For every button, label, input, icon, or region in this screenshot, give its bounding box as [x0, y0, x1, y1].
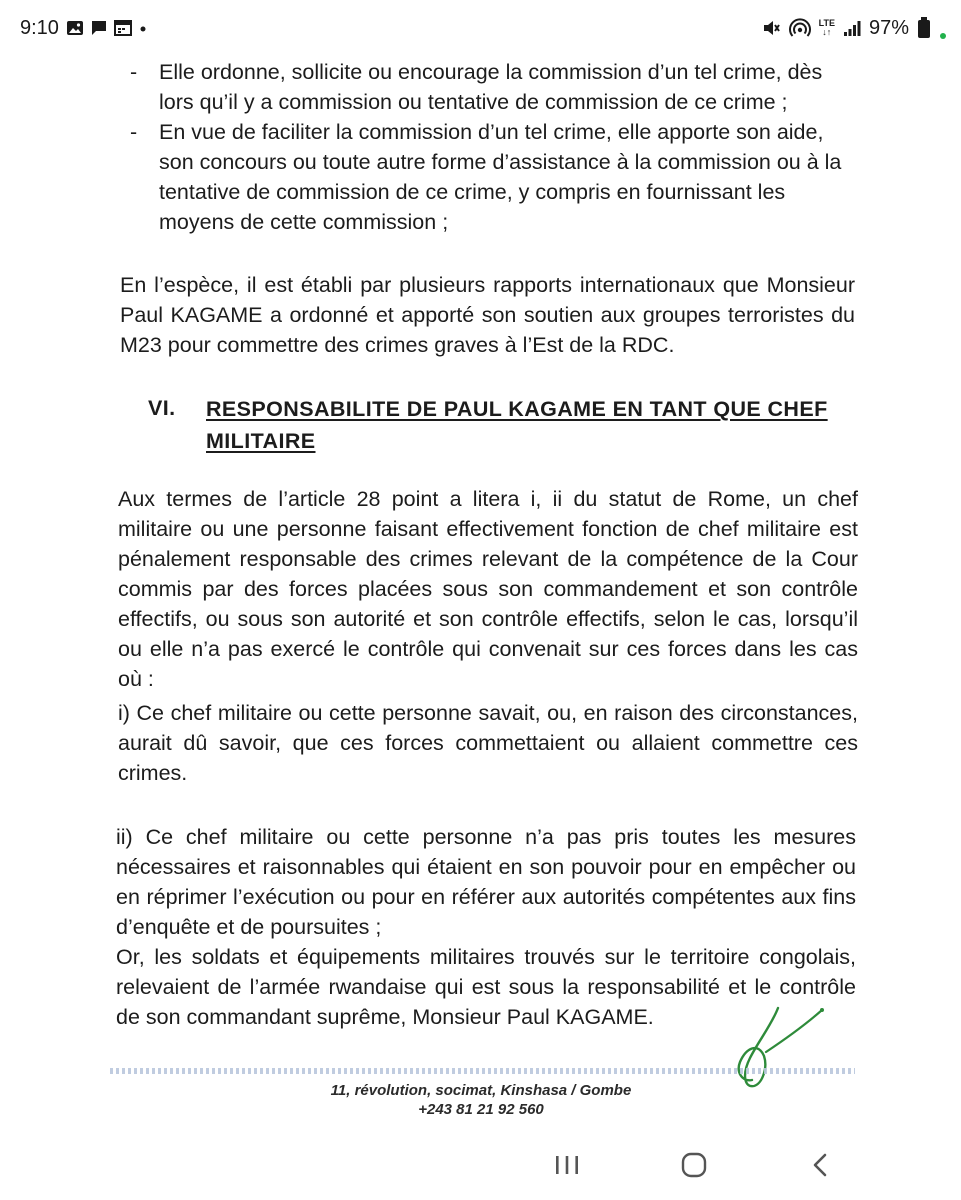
image-icon — [66, 20, 84, 36]
paragraph-espece: En l’espèce, il est établi par plusieurs rapports internationaux que Monsieur Paul KAGAME a ordonné et apporté son soutien aux groupes terroristes du M23 pour commettre des crimes graves à l’Est de la RDC. — [120, 273, 855, 357]
message-icon — [90, 19, 108, 36]
mute-icon — [761, 18, 781, 38]
signal-icon — [843, 19, 861, 37]
paragraph-item-i: i) Ce chef militaire ou cette personne savait, ou, en raison des circonstances, aurait dû savoir, que ces forces commettaient ou allaient commettre ces crimes. — [118, 701, 858, 785]
paragraph-article-28: Aux termes de l’article 28 point a litera i, ii du statut de Rome, un chef militaire ou une personne faisant effectivement fonction de chef militaire est pénalement responsable des crimes relevant de la compétence de la Cour commis par des forces placées sous son commandement et son contrôle effectifs, ou sous son autorité et son contrôle effectifs, selon le cas, lorsqu’il ou elle n’a pas exercé le contrôle qui convenait sur ces forces dans les cas où : — [118, 487, 858, 691]
back-icon — [810, 1152, 830, 1178]
footer-phone: +243 81 21 92 560 — [418, 1101, 544, 1118]
list-item: - En vue de faciliter la commission d’un tel crime, elle apporte son aide, son concours ou toute autre forme d’assistance à la commission ou à la tentative de commission de ce crime, y compris en fournissant les moyens de cette commission ; — [130, 120, 842, 234]
section-number: VI. — [148, 396, 176, 420]
recent-apps-icon — [554, 1154, 580, 1176]
paragraph-item-ii: ii) Ce chef militaire ou cette personne n’a pas pris toutes les mesures nécessaires et raisonnables qui étaient en son pouvoir pour en empêcher ou en réprimer l’exécution ou pour en référer aux autorités compétentes aux fins d’enquête et de poursuites ; — [116, 825, 856, 939]
footer-address: 11, révolution, socimat, Kinshasa / Gombe — [330, 1082, 632, 1099]
home-icon — [680, 1152, 708, 1178]
back-button[interactable] — [800, 1149, 840, 1181]
section-title: RESPONSABILITE DE PAUL KAGAME EN TANT QUE CHEF MILITAIRE — [206, 397, 828, 453]
signature-icon — [728, 1002, 838, 1094]
bullet-list — [130, 57, 850, 237]
battery-percent: 97% — [868, 16, 909, 39]
footer-divider — [110, 1068, 855, 1074]
system-icons — [761, 16, 947, 40]
paragraph-conclusion: Or, les soldats et équipements militaires trouvés sur le territoire congolais, relevaient de l’armée rwandaise qui est sous la responsabilité et le contrôle de son commandant suprême, Monsieur Paul KAGAME. — [116, 945, 856, 1029]
notification-icons — [66, 19, 148, 36]
lte-icon: LTE ↓↑ — [818, 18, 835, 37]
list-item: - Elle ordonne, sollicite ou encourage la commission d’un tel crime, dès lors qu’il y a commission ou tentative de commission de ce crime ; — [130, 60, 823, 114]
dot-icon — [138, 23, 148, 33]
home-button[interactable] — [674, 1149, 714, 1181]
navigation-bar — [0, 1135, 961, 1200]
charging-dot-icon — [939, 32, 947, 40]
hotspot-icon — [789, 18, 811, 38]
status-bar — [0, 0, 961, 58]
calendar-icon — [114, 19, 132, 36]
document-page — [0, 55, 961, 1135]
recent-apps-button[interactable] — [547, 1149, 587, 1181]
status-time: 9:10 — [20, 17, 59, 39]
battery-icon — [917, 17, 931, 39]
